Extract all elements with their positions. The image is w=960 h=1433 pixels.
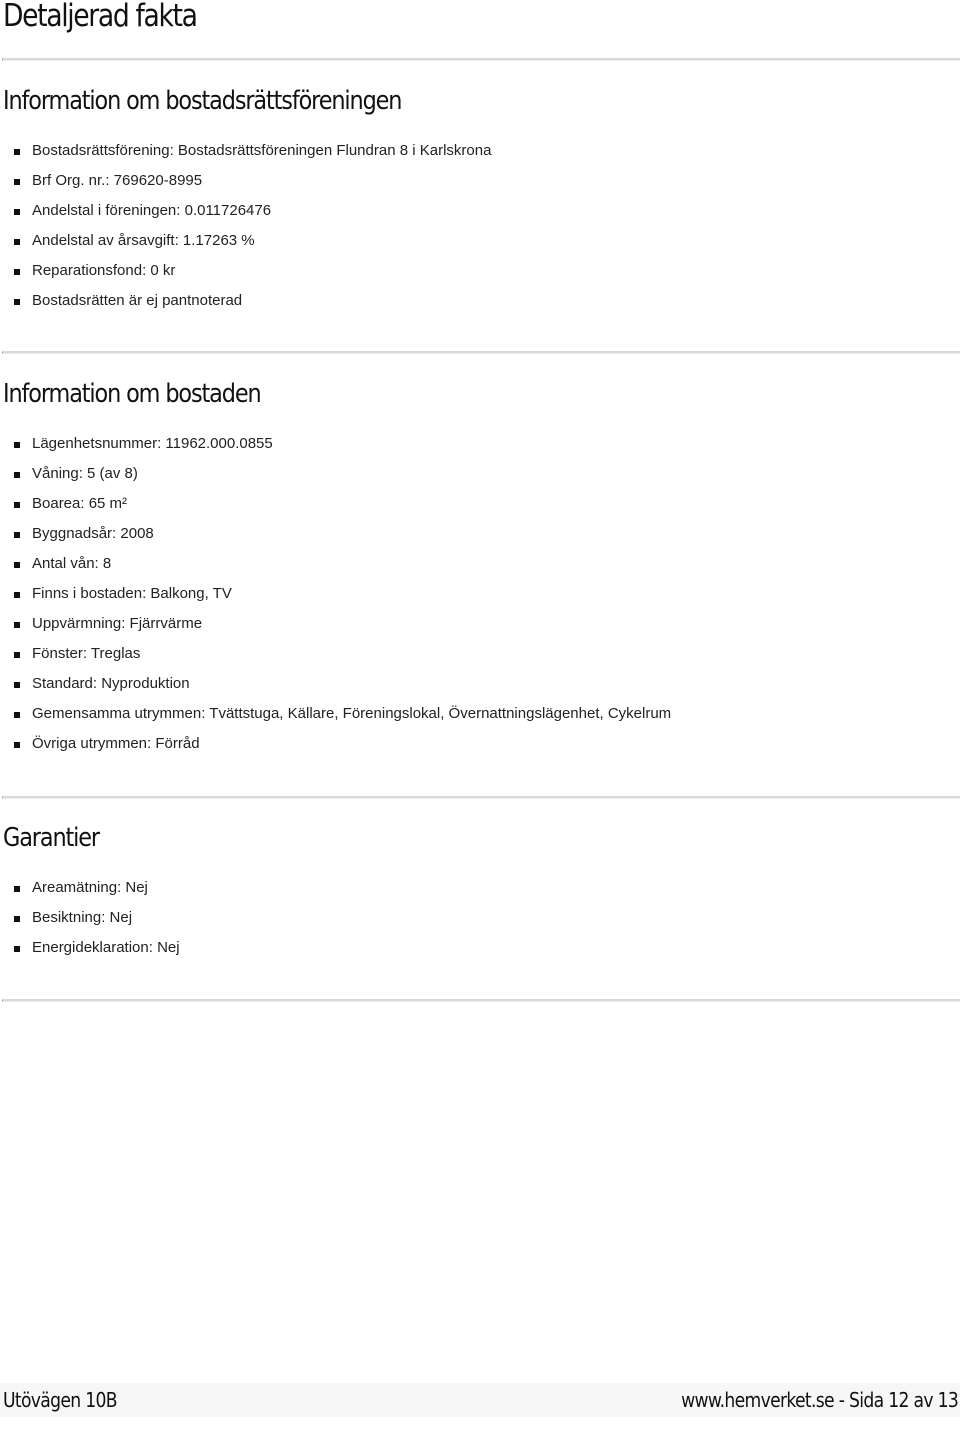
square-bullet-icon — [14, 682, 20, 688]
list-item — [0, 553, 671, 583]
list-item-text: Fönster: Treglas — [32, 645, 141, 662]
list-item-text: Våning: 5 (av 8) — [32, 465, 138, 482]
list-item-text: Uppvärmning: Fjärrvärme — [32, 615, 203, 632]
section-heading-bostaden: Information om bostaden — [3, 379, 261, 409]
list-item-text: Areamätning: Nej — [32, 879, 148, 896]
list-item-text: Bostadsrätten är ej pantnoterad — [32, 292, 243, 309]
list-item — [0, 523, 671, 553]
square-bullet-icon — [14, 886, 20, 892]
garantier-fact-list — [0, 877, 180, 967]
square-bullet-icon — [14, 742, 20, 748]
square-bullet-icon — [14, 946, 20, 952]
section-heading-garantier: Garantier — [3, 823, 99, 853]
square-bullet-icon — [14, 269, 20, 275]
list-item — [0, 937, 180, 967]
list-item — [0, 140, 491, 170]
list-item-text: Standard: Nyproduktion — [32, 675, 190, 692]
section-divider — [2, 796, 960, 799]
square-bullet-icon — [14, 592, 20, 598]
section-divider — [2, 999, 960, 1002]
list-item — [0, 877, 180, 907]
list-item-text: Andelstal av årsavgift: 1.17263 % — [32, 232, 255, 249]
section-heading-forening: Information om bostadsrättsföreningen — [3, 86, 402, 116]
list-item — [0, 493, 671, 523]
square-bullet-icon — [14, 532, 20, 538]
page-title: Detaljerad fakta — [3, 0, 197, 34]
list-item-text: Gemensamma utrymmen: Tvättstuga, Källare, Föreningslokal, Övernattningslägenhet, Cykelrum — [32, 705, 672, 722]
footer-address: Utövägen 10B — [3, 1388, 117, 1412]
square-bullet-icon — [14, 472, 20, 478]
list-item — [0, 290, 491, 320]
page-footer — [0, 1383, 960, 1417]
list-item-text: Finns i bostaden: Balkong, TV — [32, 585, 232, 602]
list-item — [0, 463, 671, 493]
square-bullet-icon — [14, 562, 20, 568]
list-item — [0, 230, 491, 260]
list-item-text: Byggnadsår: 2008 — [32, 525, 154, 542]
list-item — [0, 643, 671, 673]
list-item — [0, 170, 491, 200]
square-bullet-icon — [14, 209, 20, 215]
list-item-text: Brf Org. nr.: 769620-8995 — [32, 172, 203, 189]
forening-fact-list — [0, 140, 491, 320]
list-item-text: Besiktning: Nej — [32, 909, 133, 926]
list-item-text: Boarea: 65 m² — [32, 495, 128, 512]
bostaden-fact-list — [0, 433, 671, 763]
square-bullet-icon — [14, 299, 20, 305]
list-item — [0, 433, 671, 463]
square-bullet-icon — [14, 149, 20, 155]
list-item — [0, 673, 671, 703]
list-item — [0, 200, 491, 230]
list-item — [0, 613, 671, 643]
list-item — [0, 703, 671, 733]
footer-site-page-number: www.hemverket.se - Sida 12 av 13 — [680, 1388, 958, 1412]
section-divider — [2, 351, 960, 354]
square-bullet-icon — [14, 179, 20, 185]
list-item — [0, 583, 671, 613]
square-bullet-icon — [14, 622, 20, 628]
list-item — [0, 907, 180, 937]
square-bullet-icon — [14, 652, 20, 658]
square-bullet-icon — [14, 712, 20, 718]
list-item-text: Reparationsfond: 0 kr — [32, 262, 176, 279]
square-bullet-icon — [14, 239, 20, 245]
list-item-text: Energideklaration: Nej — [32, 939, 180, 956]
list-item-text: Lägenhetsnummer: 11962.000.0855 — [32, 435, 273, 452]
square-bullet-icon — [14, 502, 20, 508]
square-bullet-icon — [14, 442, 20, 448]
list-item — [0, 733, 671, 763]
list-item-text: Andelstal i föreningen: 0.011726476 — [32, 202, 272, 219]
list-item-text: Övriga utrymmen: Förråd — [32, 735, 200, 752]
section-divider — [2, 58, 960, 61]
list-item-text: Antal vån: 8 — [32, 555, 112, 572]
list-item — [0, 260, 491, 290]
square-bullet-icon — [14, 916, 20, 922]
list-item-text: Bostadsrättsförening: Bostadsrättsföreningen Flundran 8 i Karlskrona — [32, 142, 492, 159]
